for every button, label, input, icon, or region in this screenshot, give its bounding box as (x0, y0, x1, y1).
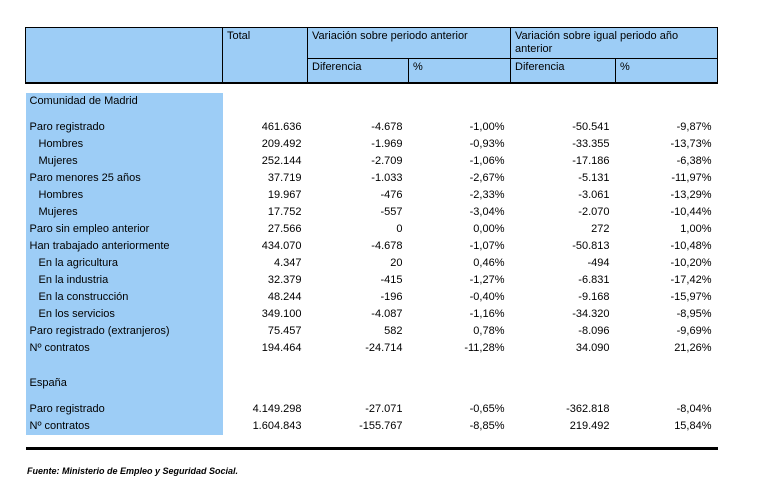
pct-prev-period-value: -1,06% (469, 154, 505, 167)
diff-prev-period-value: -2.709 (371, 154, 403, 167)
row-label: Mujeres (26, 153, 223, 170)
total-value: 32.379 (267, 273, 302, 286)
pct-prev-period-value: -0,93% (469, 137, 505, 150)
diff-prev-year-value: -2.070 (578, 205, 610, 218)
header-diferencia-prev: Diferencia (308, 59, 409, 83)
pct-prev-year-value: -10,20% (670, 256, 712, 269)
table-row (26, 272, 718, 289)
pct-prev-period-value: -11,28% (464, 341, 505, 354)
empty-cell (511, 93, 616, 110)
diff-prev-year-value: -8.096 (578, 324, 610, 337)
diff-prev-year-value: 34.090 (575, 341, 610, 354)
diff-prev-period-value: -4.087 (371, 307, 403, 320)
row-label: Paro registrado (extranjeros) (26, 323, 223, 340)
diff-prev-year-value: -3.061 (578, 188, 610, 201)
pct-prev-year-value: -9,69% (676, 324, 712, 337)
diff-prev-period-value: -1.969 (371, 137, 403, 150)
diff-prev-year-value: -6.831 (578, 273, 610, 286)
empty-cell (409, 93, 511, 110)
spacer-cell (308, 435, 409, 449)
total-value: 4.149.298 (252, 402, 302, 415)
section-title-row (26, 93, 718, 110)
row-label: En la construcción (26, 289, 223, 306)
pct-prev-period-value: -1,27% (469, 273, 505, 286)
table-body (26, 83, 718, 449)
header-corner-cell (26, 28, 223, 83)
table-row (26, 204, 718, 221)
section-title: Comunidad de Madrid (26, 93, 223, 110)
spacer-cell (616, 357, 718, 375)
row-label: Han trabajado anteriormente (26, 238, 223, 255)
spacer-cell (409, 110, 511, 119)
spacer-cell (511, 110, 616, 119)
pct-prev-year-value: -15,97% (670, 290, 712, 303)
spacer-label-cell (26, 110, 223, 119)
spacer-cell (616, 83, 718, 93)
diff-prev-year-value: -494 (587, 256, 610, 269)
empty-cell (616, 93, 718, 110)
table-row (26, 187, 718, 204)
spacer-label-cell (26, 83, 223, 93)
total-value: 461.636 (261, 120, 302, 133)
header-total: Total (223, 28, 308, 83)
diff-prev-period-value: -1.033 (371, 171, 403, 184)
table-row (26, 340, 718, 357)
spacer-cell (409, 435, 511, 449)
section-title-row (26, 375, 718, 392)
total-value: 48.244 (267, 290, 302, 303)
diff-prev-year-value: -50.541 (572, 120, 610, 133)
spacer-cell (511, 357, 616, 375)
table-row (26, 323, 718, 340)
diff-prev-period-value: -415 (380, 273, 403, 286)
diff-prev-period-value: -557 (380, 205, 403, 218)
diff-prev-period-value: 0 (396, 222, 403, 235)
total-value: 252.144 (261, 154, 302, 167)
diff-prev-year-value: -34.320 (572, 307, 610, 320)
empty-cell (223, 93, 308, 110)
pct-prev-period-value: -0,40% (469, 290, 505, 303)
table-row (26, 136, 718, 153)
row-label: Hombres (26, 187, 223, 204)
diff-prev-period-value: 20 (390, 256, 403, 269)
spacer-cell (409, 392, 511, 401)
pct-prev-period-value: -1,07% (469, 239, 505, 252)
row-label: Nº contratos (26, 340, 223, 357)
table-row (26, 238, 718, 255)
row-label: Nº contratos (26, 418, 223, 435)
table-row (26, 401, 718, 418)
section-title: España (26, 375, 223, 392)
header-diferencia-year: Diferencia (511, 59, 616, 83)
table-row (26, 119, 718, 136)
spacer-cell (511, 392, 616, 401)
pct-prev-period-value: -8,85% (469, 419, 505, 432)
table-row (26, 418, 718, 435)
spacer-cell (409, 357, 511, 375)
spacer-cell (511, 83, 616, 93)
spacer-cell (223, 392, 308, 401)
total-value: 19.967 (267, 188, 302, 201)
table-header (26, 28, 718, 83)
diff-prev-period-value: -196 (380, 290, 403, 303)
pct-prev-year-value: 21,26% (674, 341, 712, 354)
table-row (26, 289, 718, 306)
pct-prev-period-value: -3,04% (469, 205, 505, 218)
total-value: 349.100 (261, 307, 302, 320)
diff-prev-year-value: -33.355 (572, 137, 610, 150)
spacer-cell (223, 83, 308, 93)
table-row (26, 221, 718, 238)
pct-prev-year-value: -8,95% (676, 307, 712, 320)
spacer-row (26, 110, 718, 119)
pct-prev-period-value: -2,67% (469, 171, 505, 184)
row-label: Hombres (26, 136, 223, 153)
total-value: 1.604.843 (252, 419, 302, 432)
spacer-cell (308, 392, 409, 401)
total-value: 37.719 (267, 171, 302, 184)
row-label: Paro registrado (26, 401, 223, 418)
pct-prev-year-value: 15,84% (674, 419, 712, 432)
pct-prev-year-value: -9,87% (676, 120, 712, 133)
row-label: Paro menores 25 años (26, 170, 223, 187)
pct-prev-period-value: 0,78% (473, 324, 505, 337)
labour-stats-table (25, 27, 718, 450)
total-value: 194.464 (261, 341, 302, 354)
spacer-label-cell (26, 357, 223, 375)
empty-cell (616, 375, 718, 392)
source-note: Fuente: Ministerio de Empleo y Seguridad Social. (27, 466, 239, 476)
total-value: 4.347 (273, 256, 302, 269)
pct-prev-year-value: -10,44% (670, 205, 712, 218)
header-pct-year: % (616, 59, 718, 83)
spacer-cell (308, 357, 409, 375)
spacer-cell (616, 392, 718, 401)
table-row (26, 306, 718, 323)
total-value: 434.070 (261, 239, 302, 252)
spacer-cell (223, 110, 308, 119)
spacer-row (26, 392, 718, 401)
row-label: En la industria (26, 272, 223, 289)
spacer-cell (308, 110, 409, 119)
spacer-cell (616, 435, 718, 449)
spacer-cell (409, 83, 511, 93)
total-value: 27.566 (267, 222, 302, 235)
pct-prev-period-value: 0,46% (473, 256, 505, 269)
spacer-cell (223, 435, 308, 449)
total-value: 75.457 (267, 324, 302, 337)
pct-prev-year-value: -10,48% (670, 239, 712, 252)
pct-prev-period-value: -1,00% (469, 120, 505, 133)
diff-prev-period-value: 582 (384, 324, 403, 337)
header-variation-prev-year: Variación sobre igual periodo año anterior (511, 28, 718, 59)
diff-prev-year-value: 272 (591, 222, 610, 235)
row-label: Paro sin empleo anterior (26, 221, 223, 238)
pct-prev-year-value: 1,00% (680, 222, 712, 235)
row-label: En la agricultura (26, 255, 223, 272)
diff-prev-period-value: -27.071 (365, 402, 403, 415)
spacer-row (26, 83, 718, 93)
empty-cell (308, 375, 409, 392)
row-label: Paro registrado (26, 119, 223, 136)
table-row (26, 255, 718, 272)
pct-prev-year-value: -11,97% (671, 171, 712, 184)
header-variation-prev-period: Variación sobre periodo anterior (308, 28, 511, 59)
row-label: Mujeres (26, 204, 223, 221)
pct-prev-year-value: -8,04% (676, 402, 712, 415)
diff-prev-year-value: -17.186 (572, 154, 610, 167)
spacer-row (26, 357, 718, 375)
spacer-label-cell (26, 435, 223, 449)
spacer-cell (223, 357, 308, 375)
table-row (26, 153, 718, 170)
diff-prev-year-value: -362.818 (566, 402, 610, 415)
pct-prev-period-value: -2,33% (469, 188, 505, 201)
row-label: En los servicios (26, 306, 223, 323)
spacer-label-cell (26, 392, 223, 401)
diff-prev-year-value: -50.813 (572, 239, 610, 252)
diff-prev-period-value: -4.678 (371, 120, 403, 133)
empty-cell (223, 375, 308, 392)
empty-cell (409, 375, 511, 392)
diff-prev-period-value: -155.767 (359, 419, 403, 432)
pct-prev-period-value: -1,16% (469, 307, 505, 320)
pct-prev-year-value: -13,29% (670, 188, 712, 201)
diff-prev-period-value: -24.714 (365, 341, 403, 354)
diff-prev-period-value: -4.678 (371, 239, 403, 252)
pct-prev-period-value: -0,65% (469, 402, 505, 415)
empty-cell (308, 93, 409, 110)
total-value: 17.752 (267, 205, 302, 218)
total-value: 209.492 (261, 137, 302, 150)
pct-prev-year-value: -6,38% (676, 154, 712, 167)
spacer-cell (511, 435, 616, 449)
diff-prev-year-value: -5.131 (578, 171, 610, 184)
empty-cell (511, 375, 616, 392)
pct-prev-year-value: -13,73% (670, 137, 712, 150)
table-row (26, 170, 718, 187)
diff-prev-period-value: -476 (380, 188, 403, 201)
spacer-row (26, 435, 718, 449)
header-pct-prev: % (409, 59, 511, 83)
pct-prev-period-value: 0,00% (473, 222, 505, 235)
spacer-cell (616, 110, 718, 119)
pct-prev-year-value: -17,42% (670, 273, 712, 286)
diff-prev-year-value: 219.492 (569, 419, 610, 432)
spacer-cell (308, 83, 409, 93)
diff-prev-year-value: -9.168 (578, 290, 610, 303)
